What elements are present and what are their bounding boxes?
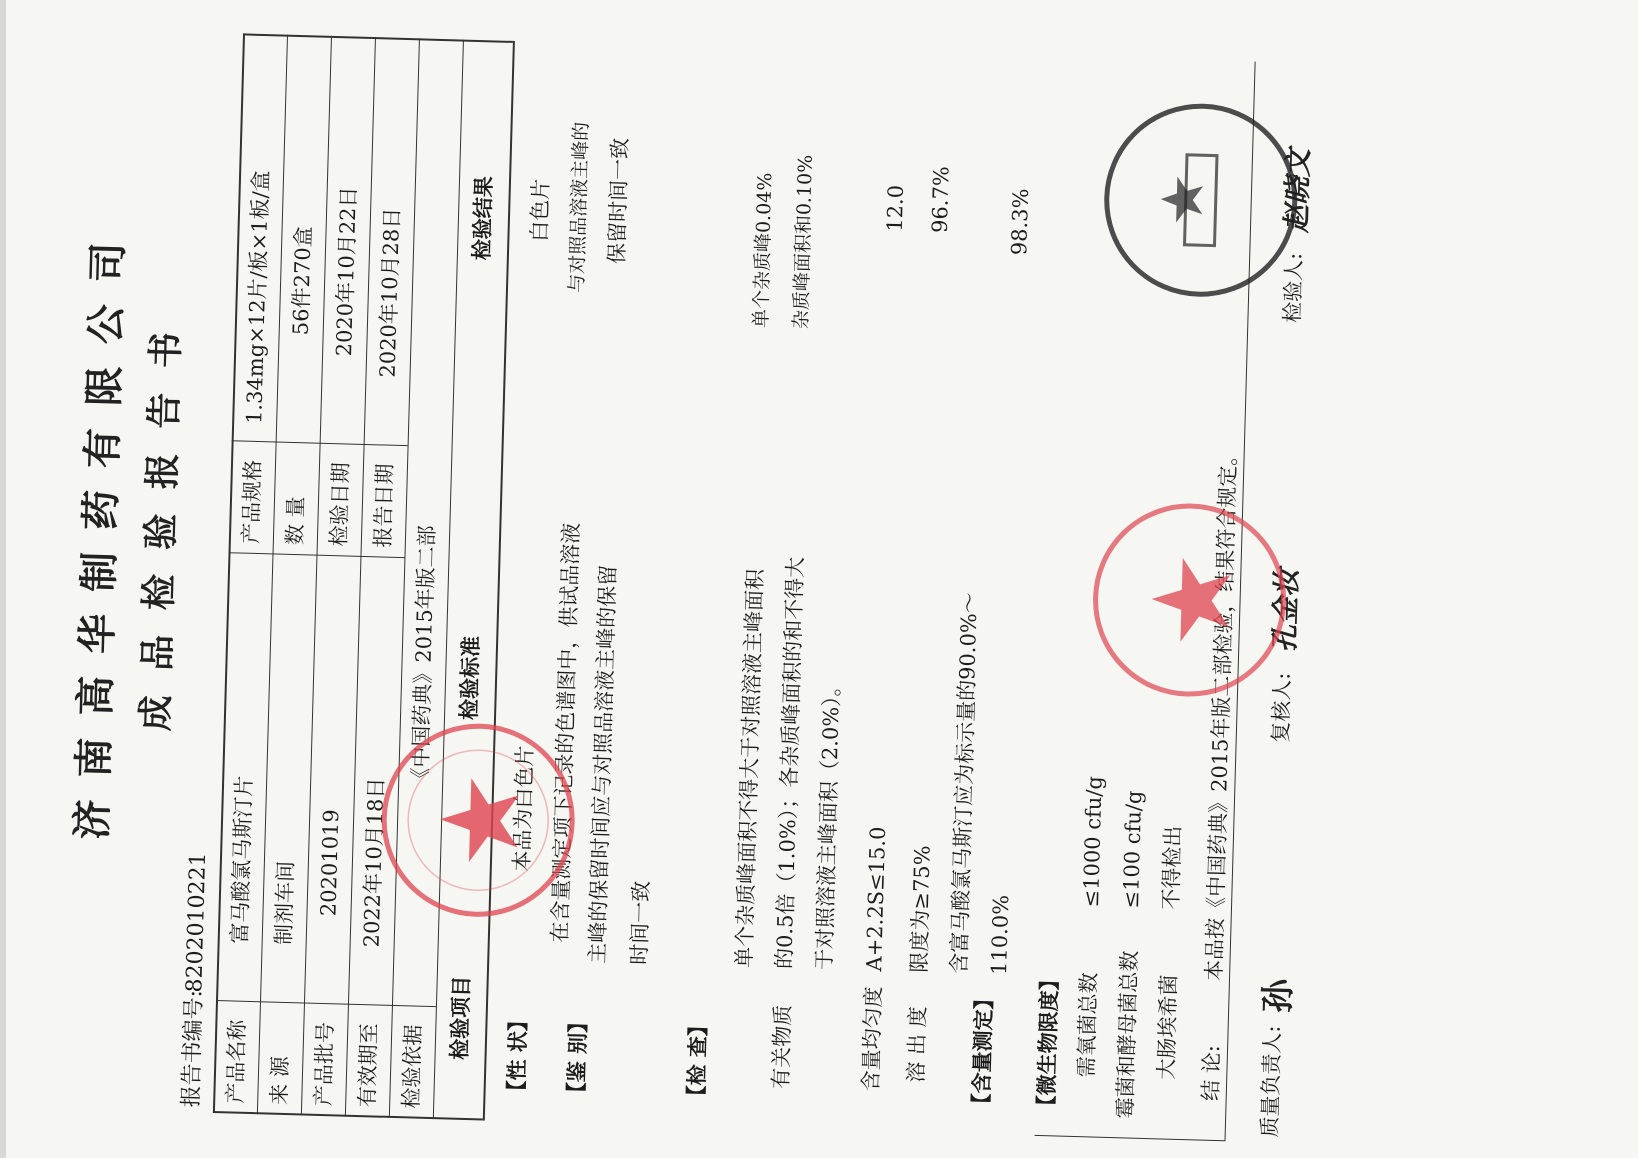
inspection-report-sheet xyxy=(35,8,1625,1151)
related-standard-line3: 于对照溶液主峰面积（2.0%）。 xyxy=(812,674,845,971)
identification-standard-line3: 时间一致 xyxy=(627,880,654,966)
appearance-result: 白色片 xyxy=(527,178,554,243)
inspect-date-label: 检验日期 xyxy=(326,461,354,547)
source-value: 制剂车间 xyxy=(271,860,298,946)
qa-manager-label: 质量负责人: xyxy=(1257,1025,1285,1138)
mold-yeast-label: 霉菌和酵母菌总数 xyxy=(1113,950,1142,1119)
table-col-line xyxy=(216,1000,436,1007)
expiry-value: 2022年10月18日 xyxy=(359,777,389,948)
appearance-standard: 本品为白色片 xyxy=(509,745,538,872)
aerobic-count-label: 需氧菌总数 xyxy=(1074,972,1102,1078)
dissolution-label: 溶 出 度 xyxy=(904,1005,931,1083)
inspect-date-value: 2020年10月22日 xyxy=(332,186,361,357)
conclusion-text: 本品按《中国药典》2015年版二部检验，结果符合规定。 xyxy=(1201,444,1241,982)
quantity-value: 56件270盒 xyxy=(288,226,316,336)
aerobic-count-standard: ≤1000 cfu/g xyxy=(1078,775,1107,908)
report-number: 8202010221 xyxy=(182,852,212,993)
source-label: 来 源 xyxy=(267,1055,293,1106)
identification-standard-line2: 主峰的保留时间应与对照品溶液主峰的保留 xyxy=(585,564,621,964)
identification-result-line2: 保留时间一致 xyxy=(604,137,633,265)
related-substances-label: 有关物质 xyxy=(768,1004,796,1090)
assay-result: 98.3% xyxy=(1007,188,1034,256)
company-name: 济 南 高 华 制 药 有 限 公 司 xyxy=(69,237,133,841)
column-result: 检验结果 xyxy=(468,175,497,261)
reviewer-label: 复核人: xyxy=(1268,672,1295,743)
table-top-border xyxy=(213,33,245,1113)
ecoli-label: 大肠埃希菌 xyxy=(1154,974,1182,1080)
batch-value: 2020101​9 xyxy=(316,808,344,917)
batch-label: 产品批号 xyxy=(311,1021,338,1107)
conclusion-label: 结 论: xyxy=(1198,1044,1225,1102)
related-standard-line2: 的0.5倍（1.0%）；各杂质峰面积的和不得大 xyxy=(772,556,808,970)
reviewer-signature: 孔金妆 xyxy=(1268,568,1304,654)
column-standard: 检验标准 xyxy=(455,635,484,721)
product-name-value: 富马酸氯马斯汀片 xyxy=(227,775,257,944)
assay-standard-line2: 110.0% xyxy=(987,894,1014,976)
product-name-label: 产品名称 xyxy=(223,1019,250,1104)
report-date-value: 2020年10月28日 xyxy=(375,207,405,378)
qa-manager-signature: 孙 xyxy=(1258,978,1300,1014)
qualified-black-stamp xyxy=(1098,97,1304,303)
column-item: 检验项目 xyxy=(446,975,474,1061)
inspector-signature: 赵晓文 xyxy=(1279,148,1316,234)
company-red-stamp xyxy=(1087,497,1293,703)
product-spec-label: 产品规格 xyxy=(238,459,266,545)
dissolution-result: 96.7% xyxy=(927,165,954,234)
basis-value: 《中国药典》2015年版二部 xyxy=(408,524,440,789)
related-result-line2: 杂质峰面积和0.10% xyxy=(789,154,817,330)
related-standard-line1: 单个杂质峰面积不得大于对照溶液主峰面积 xyxy=(732,568,768,969)
identification-result-line1: 与对照品溶液主峰的 xyxy=(565,121,593,294)
section-assay: 【含量测定】 xyxy=(968,988,997,1115)
content-uniformity-standard: A+2.2S≤15.0 xyxy=(862,826,891,972)
quantity-label: 数 量 xyxy=(282,496,309,546)
report-number-label: 报告书编号: xyxy=(179,989,208,1108)
identification-standard-line1: 在含量测定项下记录的色谱图中，供试品溶液 xyxy=(547,522,584,943)
content-uniformity-label: 含量均匀度 xyxy=(858,986,886,1092)
expiry-label: 有效期至 xyxy=(355,1022,382,1108)
product-spec-value: 1.34mg×12片/板×1板/盒 xyxy=(242,170,274,425)
ecoli-standard: 不得检出 xyxy=(1158,825,1186,910)
related-result-line1: 单个杂质峰0.04% xyxy=(750,172,777,329)
content-uniformity-result: 12.0 xyxy=(882,184,909,233)
mold-yeast-standard: ≤100 cfu/g xyxy=(1118,790,1147,909)
table-right-border xyxy=(243,33,513,43)
dissolution-standard: 限度为≥75% xyxy=(907,845,935,973)
report-title: 成 品 检 验 报 告 书 xyxy=(135,325,188,732)
table-row-line xyxy=(301,36,332,1116)
basis-label: 检验依据 xyxy=(399,1024,426,1109)
inspector-label: 检验人: xyxy=(1280,252,1307,324)
report-date-label: 报告日期 xyxy=(370,463,398,548)
section-appearance: 【性 状】 xyxy=(503,1009,531,1102)
assay-standard-line1: 含富马酸氯马斯汀应为标示量的90.0%～ xyxy=(947,591,982,975)
section-inspection: 【检 查】 xyxy=(683,1014,711,1107)
section-microbial: 【微生物限度】 xyxy=(1033,968,1063,1117)
section-identification: 【鉴 别】 xyxy=(563,1011,591,1104)
